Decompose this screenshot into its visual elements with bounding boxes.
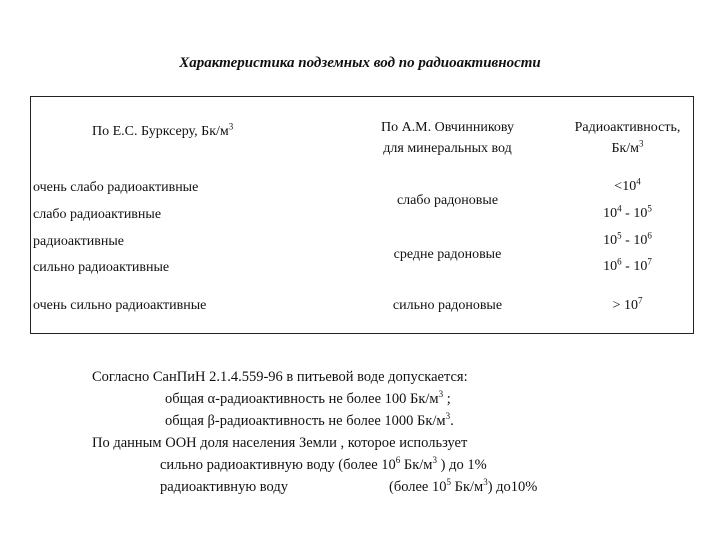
table-cell: $10^5 - 10^6$ [603, 230, 652, 248]
table-cell: $10^4 - 10^5$ [603, 203, 652, 221]
table-cell: $10^6 - 10^7$ [603, 256, 652, 274]
note-line: (более $10^5$ $Бк/м^3$) до10% [389, 477, 538, 495]
note-line: общая β-радиоактивность не более 1000 $Бк/м^3$. [165, 411, 454, 429]
table-cell: средне радоновые [393, 247, 502, 262]
header-radioactivity: Радиоактивность, $Бк/м^3$ [574, 120, 681, 156]
page-title: Характеристика подземных вод по радиоактивности [179, 55, 541, 71]
table-row: слабо радиоактивные [33, 207, 162, 222]
table-row: радиоактивные [33, 234, 124, 249]
table-cell: слабо радоновые [396, 193, 499, 208]
table-cell: $<10^4$ [614, 176, 641, 194]
header-ovchinnikov: По А.М. Овчинникову для минеральных вод [380, 120, 515, 156]
table-row: очень слабо радиоактивные [33, 180, 199, 195]
table-row: сильно радиоактивные [33, 260, 170, 275]
table-cell: сильно радоновые [392, 298, 503, 313]
note-line: общая α-радиоактивность не более 100 $Бк/м^3$ ; [165, 389, 451, 407]
note-line: сильно радиоактивную воду (более $10^6$ $Бк/м^3$ ) до 1% [160, 455, 487, 473]
note-line: По данным ООН доля населения Земли , которое использует [92, 435, 468, 451]
note-line: радиоактивную воду [160, 479, 288, 495]
note-line: Согласно СанПиН 2.1.4.559-96 в питьевой воде допускается: [92, 369, 468, 385]
header-burkser: По Е.С. Бурксеру, $Бк/м^3$ [92, 121, 234, 139]
table-cell: > $10^7$ [612, 295, 643, 313]
table-row: очень сильно радиоактивные [33, 298, 207, 313]
